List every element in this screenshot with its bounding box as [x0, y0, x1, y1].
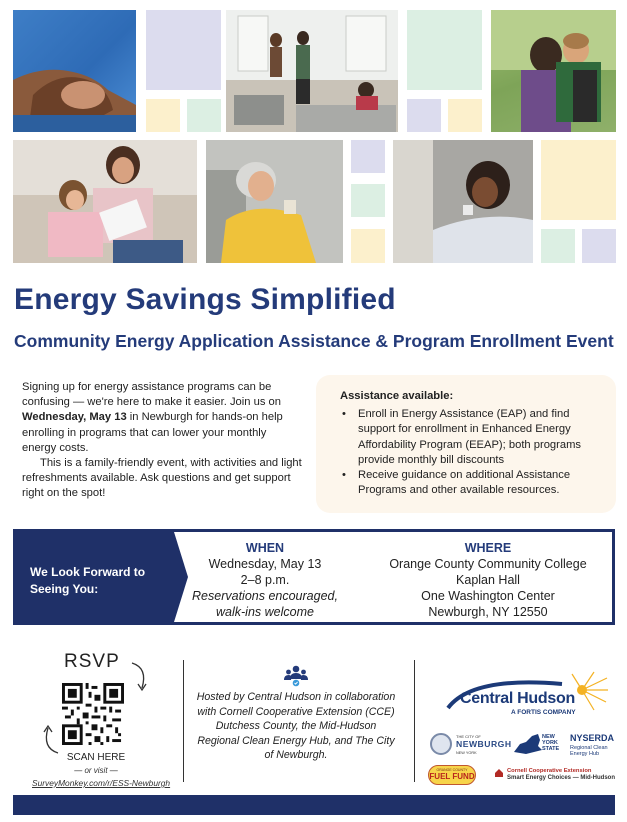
- assistance-box: [316, 375, 616, 513]
- when-note: Reservations encouraged, walk-ins welcome: [192, 589, 338, 619]
- curved-arrow-icon: [38, 720, 62, 756]
- intro-paragraph: This is a family-friendly event, with activities and light refreshments available. Ask questions and get support right on the spot!: [22, 457, 302, 500]
- or-visit-label: — or visit —: [74, 766, 118, 775]
- fuel-fund-logo: ORANGE COUNTY FUEL FUND: [428, 765, 476, 785]
- where-block: [368, 540, 608, 620]
- decor-square: [541, 140, 616, 220]
- photo-family-living-room: [226, 10, 398, 132]
- decor-square: [541, 229, 575, 263]
- where-line: Orange County Community College: [389, 557, 587, 571]
- footer-bar: [13, 795, 615, 815]
- decor-square: [351, 184, 385, 217]
- newburgh-prefix: THE CITY OF: [456, 734, 481, 739]
- where-line: Newburgh, NY 12550: [428, 605, 548, 619]
- intro-paragraph: Signing up for energy assistance programs can be confusing — we're here to make it easier. Join us on Wednesday, May 13 in Newburgh for hands-on help enrolling in programs that can lower your monthly energy costs.: [22, 381, 283, 454]
- hosted-by-text: Hosted by Central Hudson in collaboration with Cornell Cooperative Extension (CCE) Dutchess County, the Mid-Hudson Regional Clean Energy Hub, and The City of Newburgh.: [196, 691, 396, 761]
- newburgh-tag: NEW YORK: [456, 751, 477, 755]
- cce-tagline: Smart Energy Choices — Mid-Hudson: [507, 775, 616, 781]
- nyserda-name: NYSERDA: [570, 733, 615, 743]
- when-heading: WHEN: [245, 541, 285, 555]
- where-line: One Washington Center: [421, 589, 555, 603]
- newburgh-name: NEWBURGH: [456, 739, 512, 749]
- decor-square: [146, 10, 221, 90]
- page-title: Energy Savings Simplified: [14, 283, 396, 316]
- photo-child-hug: [491, 10, 616, 132]
- event-date-highlight: Wednesday, May 13: [22, 411, 127, 424]
- central-hudson-name: Central Hudson: [460, 690, 575, 707]
- decor-square: [146, 99, 180, 132]
- intro-text: [22, 380, 302, 502]
- assistance-list: [340, 407, 600, 498]
- band-label: We Look Forward to Seeing You:: [30, 565, 146, 596]
- curved-arrow-icon: [128, 660, 152, 696]
- decor-square: [187, 99, 221, 132]
- rsvp-title: RSVP: [64, 651, 120, 672]
- decor-square: [582, 229, 616, 263]
- photo-mother-reading: [13, 140, 197, 263]
- qr-code[interactable]: [62, 683, 124, 745]
- where-heading: WHERE: [464, 541, 512, 555]
- photo-woman-with-tea: [206, 140, 343, 263]
- central-hudson-tagline: A FORTIS COMPANY: [511, 709, 576, 716]
- divider: [183, 660, 184, 782]
- divider: [414, 660, 415, 782]
- assistance-item: • Enroll in Energy Assistance (EAP) and find support for enrollment in Enhanced Energy Affordability Program (EEAP); both programs provide monthly bill discounts: [340, 407, 600, 468]
- cce-house-icon: [494, 768, 504, 778]
- where-line: Kaplan Hall: [456, 573, 520, 587]
- page-subtitle: Community Energy Application Assistance & Program Enrollment Event: [14, 331, 614, 351]
- decor-square: [351, 229, 385, 263]
- newburgh-seal-icon: [430, 733, 452, 755]
- survey-link[interactable]: SurveyMonkey.com/r/ESS-Newburgh: [32, 778, 171, 788]
- people-group-icon: [284, 663, 308, 687]
- decor-square: [351, 140, 385, 173]
- cce-name: Cornell Cooperative Extension: [507, 768, 592, 774]
- event-details-band: [13, 529, 615, 625]
- photo-holding-hands: [13, 10, 136, 132]
- assistance-heading: Assistance available:: [340, 390, 454, 402]
- decor-square: [448, 99, 482, 132]
- when-date: Wednesday, May 13: [208, 557, 322, 571]
- decor-square: [407, 10, 482, 90]
- nys-logo-text: NEW YORK STATE: [542, 734, 560, 752]
- scan-here-label: SCAN HERE: [66, 752, 126, 763]
- band-arrow: [174, 532, 188, 622]
- photo-woman-with-nebulizer: [393, 140, 533, 263]
- decor-square: [407, 99, 441, 132]
- nyserda-tagline: Regional Clean Energy Hub: [570, 745, 608, 758]
- when-block: [190, 540, 340, 620]
- when-time: 2–8 p.m.: [240, 573, 290, 587]
- assistance-item: • Receive guidance on additional Assistance Programs and other available resources.: [340, 468, 600, 498]
